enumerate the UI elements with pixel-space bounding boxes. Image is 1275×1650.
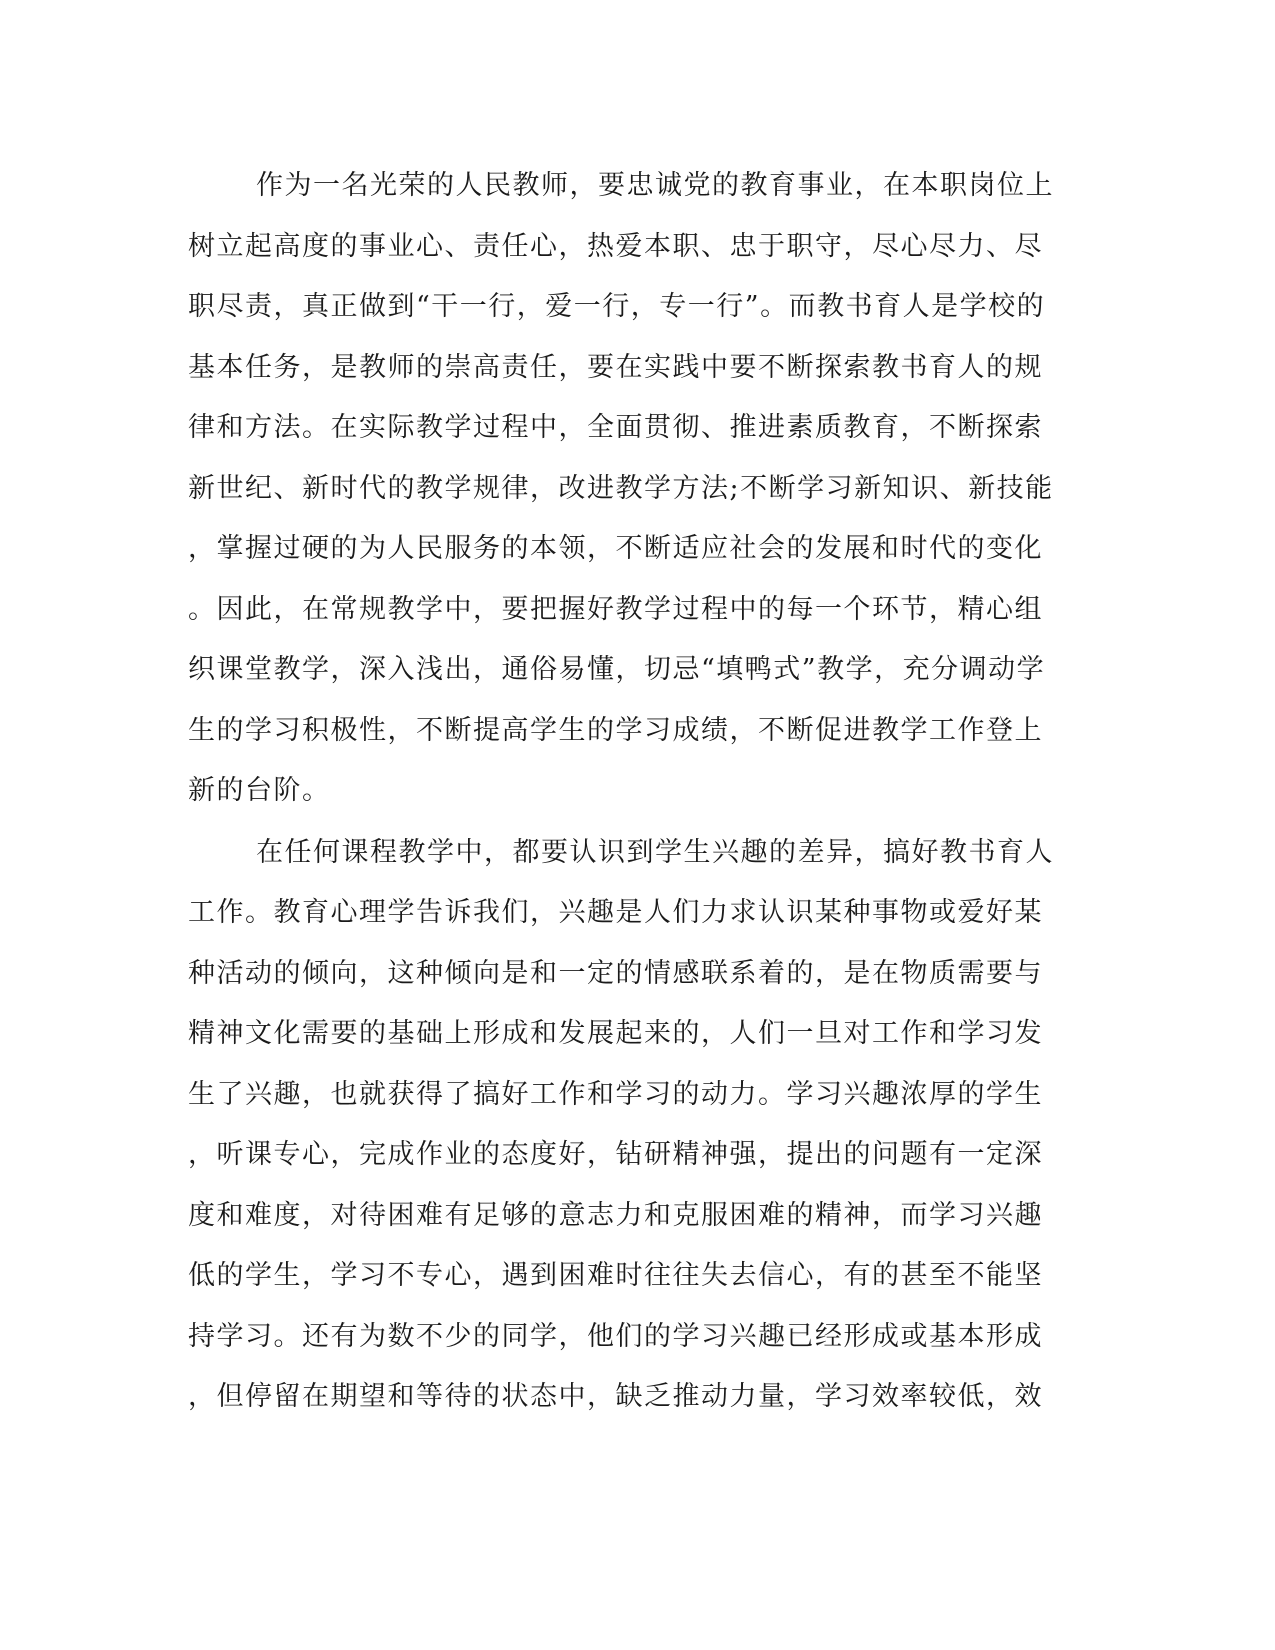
text-line: ，听课专心，完成作业的态度好，钻研精神强，提出的问题有一定深: [188, 1139, 1043, 1170]
text-line: ，掌握过硬的为人民服务的本领，不断适应社会的发展和时代的变化: [188, 533, 1043, 564]
text-line: 作为一名光荣的人民教师，要忠诚党的教育事业，在本职岗位上: [256, 170, 1054, 201]
text-line: 基本任务，是教师的崇高责任，要在实践中要不断探索教书育人的规: [188, 351, 1043, 383]
text-line: 织课堂教学，深入浅出，通俗易懂，切忌“填鸭式”教学，充分调动学: [188, 654, 1046, 685]
paragraph: [188, 156, 1088, 822]
text-line: 精神文化需要的基础上形成和发展起来的，人们一旦对工作和学习发: [188, 1018, 1043, 1049]
text-line: 新世纪、新时代的教学规律，改进教学方法;不断学习新知识、新技能: [188, 472, 1054, 504]
text-line: 树立起高度的事业心、责任心，热爱本职、忠于职守，尽心尽力、尽: [188, 230, 1043, 262]
text-line: ，但停留在期望和等待的状态中，缺乏推动力量，学习效率较低，效: [188, 1381, 1043, 1412]
text-line: 律和方法。在实际教学过程中，全面贯彻、推进素质教育，不断探索: [188, 412, 1043, 443]
text-line: 度和难度，对待困难有足够的意志力和克服困难的精神，而学习兴趣: [188, 1199, 1043, 1231]
text-line: 种活动的倾向，这种倾向是和一定的情感联系着的，是在物质需要与: [188, 957, 1043, 989]
text-line: 持学习。还有为数不少的同学，他们的学习兴趣已经形成或基本形成: [188, 1320, 1043, 1352]
text-line: 低的学生，学习不专心，遇到困难时往往失去信心，有的甚至不能坚: [188, 1260, 1043, 1291]
text-line: 生的学习积极性，不断提高学生的学习成绩，不断促进教学工作登上: [188, 714, 1043, 746]
text-line: 。因此，在常规教学中，要把握好教学过程中的每一个环节，精心组: [188, 593, 1043, 625]
text-line: 新的台阶。: [188, 775, 331, 806]
text-line: 在任何课程教学中，都要认识到学生兴趣的差异，搞好教书育人: [256, 836, 1054, 868]
text-line: 职尽责，真正做到“干一行，爱一行，专一行”。而教书育人是学校的: [188, 291, 1046, 322]
text-line: 生了兴趣，也就获得了搞好工作和学习的动力。学习兴趣浓厚的学生: [188, 1078, 1043, 1110]
text-line: 工作。教育心理学告诉我们，兴趣是人们力求认识某种事物或爱好某: [188, 897, 1043, 928]
document-body: [188, 156, 1088, 1428]
paragraph: [188, 823, 1088, 1428]
